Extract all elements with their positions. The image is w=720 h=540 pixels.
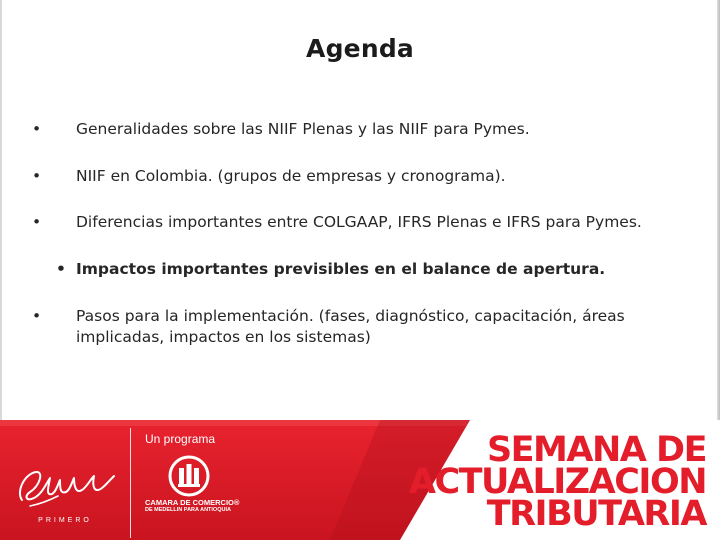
agenda-item-text: Impactos importantes previsibles en el balance de apertura. <box>76 260 606 278</box>
footer-banner <box>0 420 720 540</box>
afiliado-logo-subtext: PRIMERO <box>38 517 92 524</box>
banner-divider <box>130 428 131 538</box>
agenda-item-text: NIIF en Colombia. (grupos de empresas y cronograma). <box>76 167 506 185</box>
afiliado-signature-logo <box>10 440 120 530</box>
camara-de-comercio-logo-icon <box>166 454 212 500</box>
agenda-item-text: Pasos para la implementación. (fases, diagnóstico, capacitación, áreas implicadas, impactos en los sistemas) <box>76 307 625 346</box>
event-title-line1: SEMANA DE <box>486 430 706 470</box>
bullet: • <box>32 213 42 231</box>
event-title-line3: TRIBUTARIA <box>486 494 706 534</box>
bullet: • <box>32 307 42 325</box>
agenda-item-text: Generalidades sobre las NIIF Plenas y las NIIF para Pymes. <box>76 120 530 138</box>
un-programa-label: Un programa <box>145 432 216 446</box>
slide-title: Agenda <box>306 34 414 63</box>
camara-name: CAMARA DE COMERCIO® <box>145 498 240 507</box>
bullet: • <box>56 260 66 278</box>
bullet: • <box>32 167 42 185</box>
camara-subtitle: DE MEDELLIN PARA ANTIOQUIA <box>145 507 231 513</box>
bullet: • <box>32 120 42 138</box>
agenda-item-text: Diferencias importantes entre COLGAAP, IFRS Plenas e IFRS para Pymes. <box>76 213 642 231</box>
event-title-line2: ACTUALIZACION <box>408 462 706 502</box>
